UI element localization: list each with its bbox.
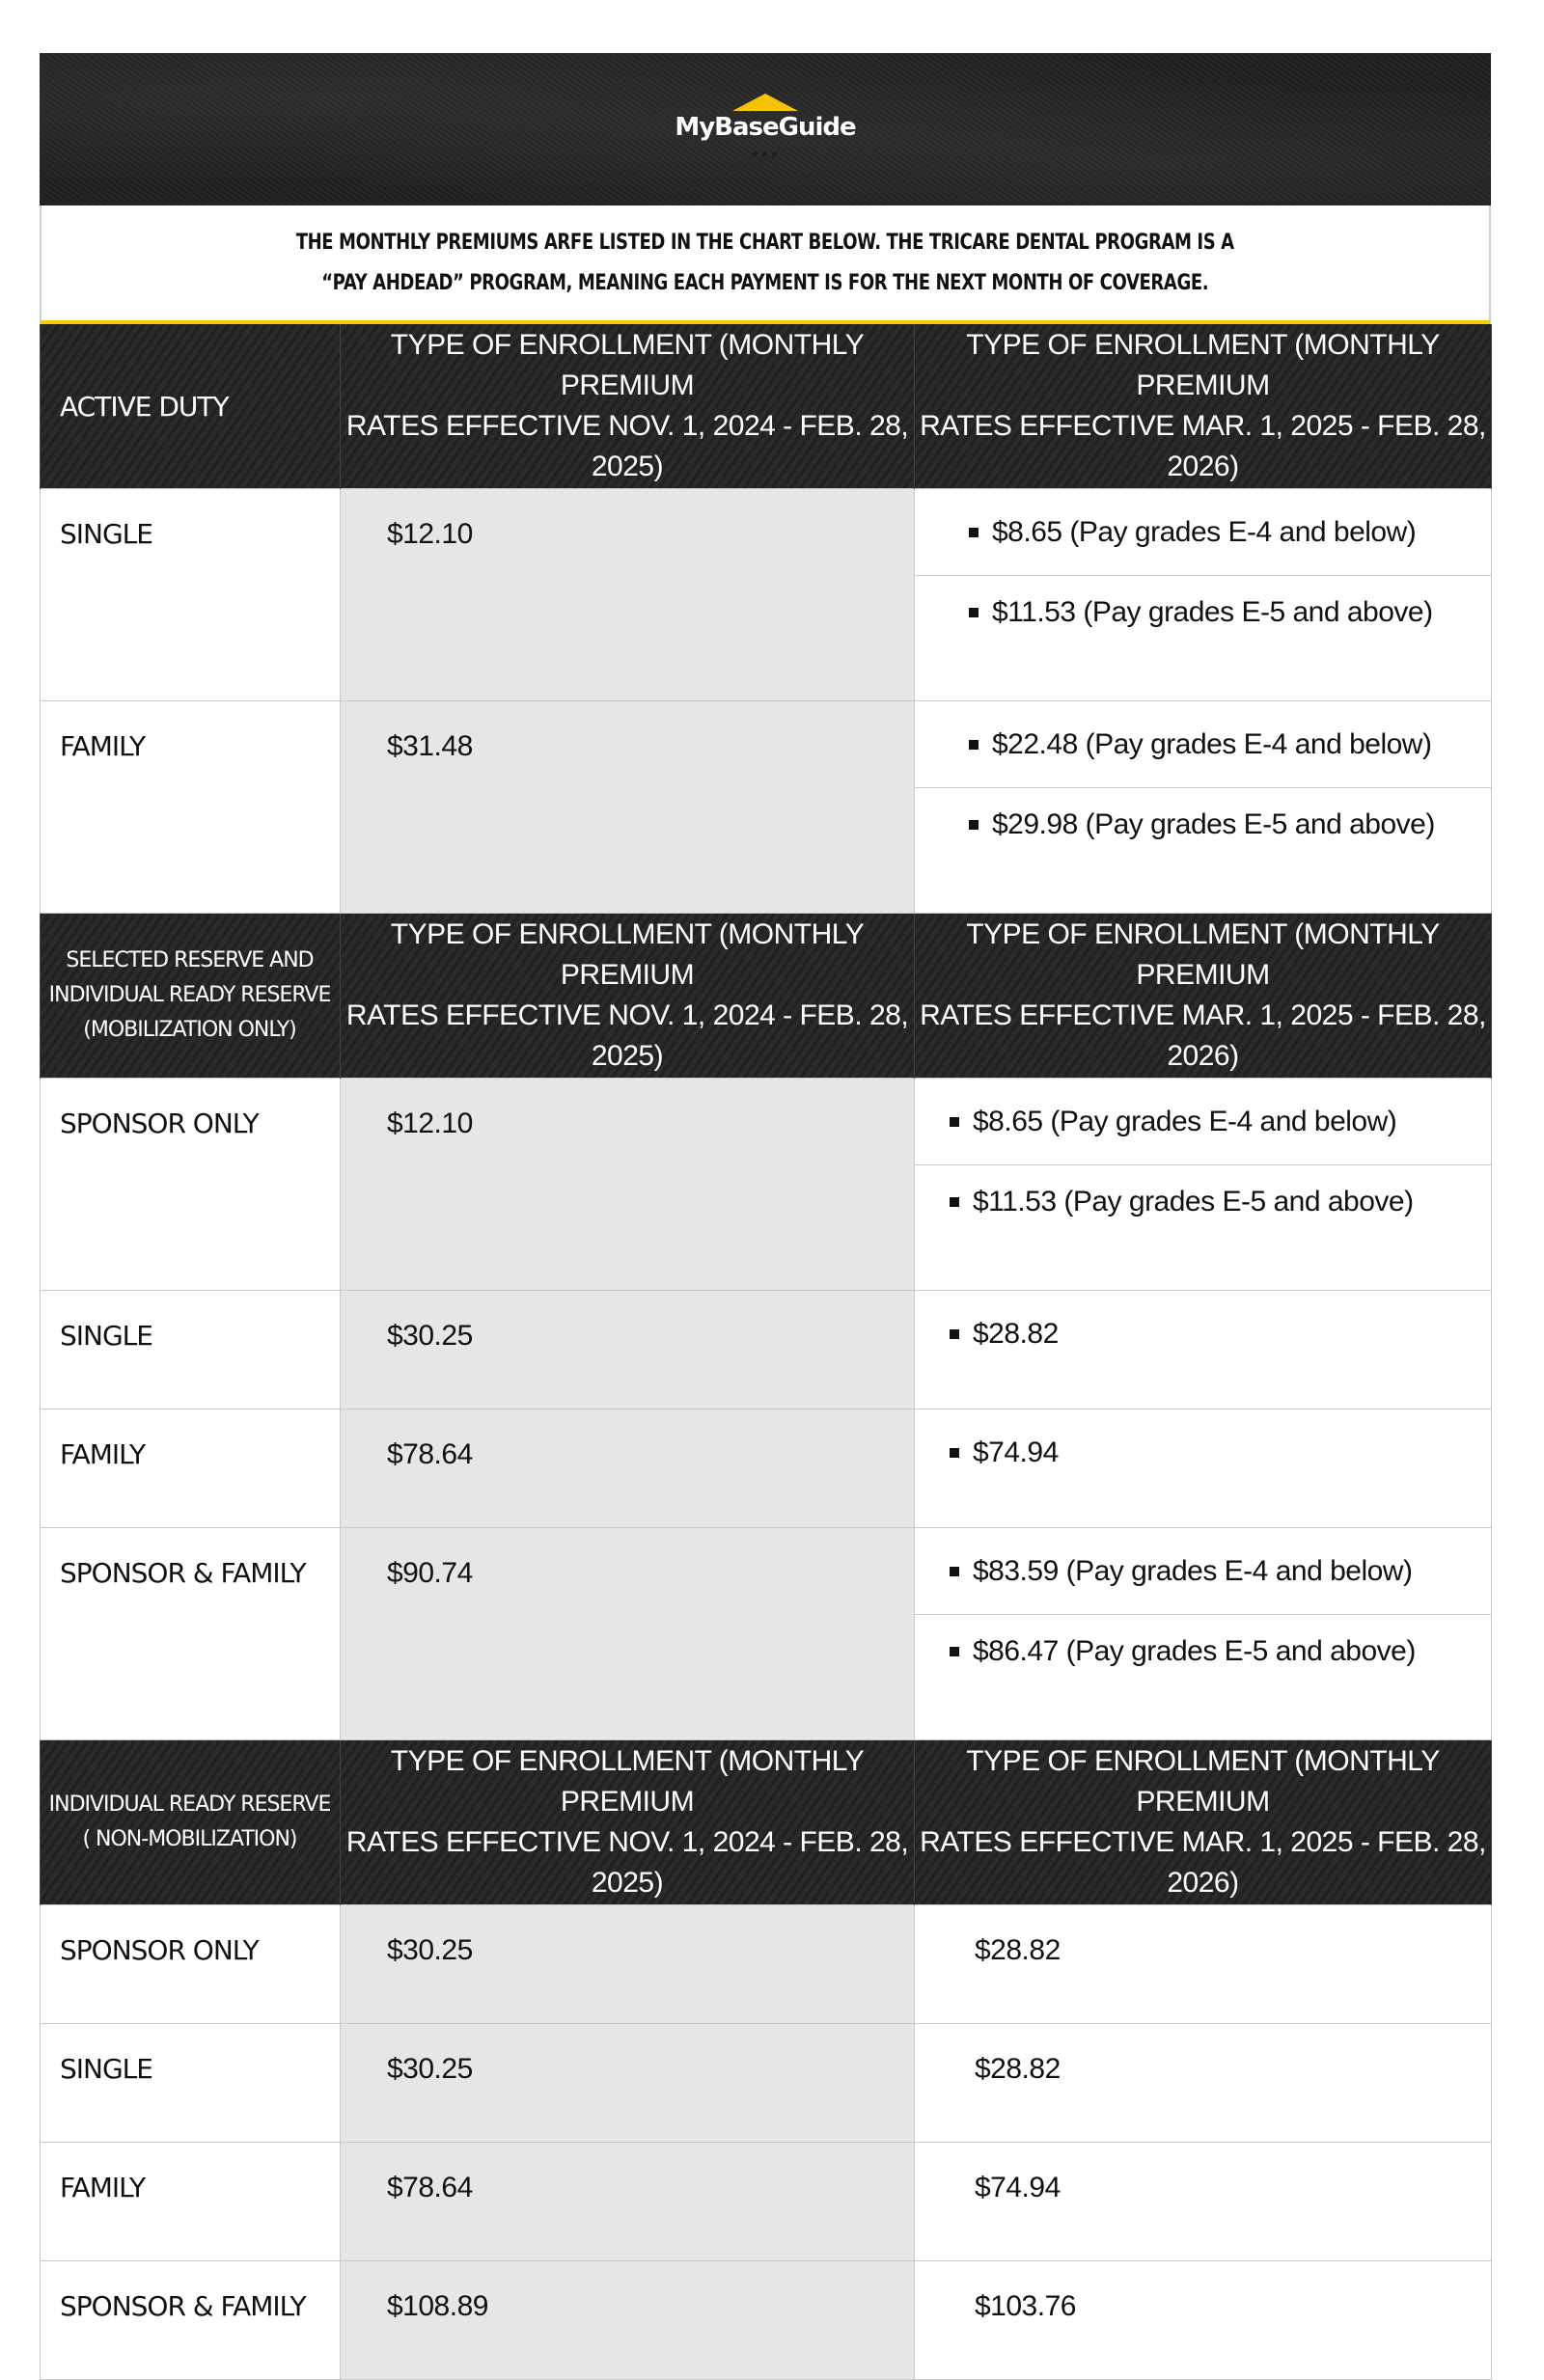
table-row xyxy=(41,2261,1492,2380)
column-header-line: TYPE OF ENROLLMENT (MONTHLY PREMIUM xyxy=(390,329,865,401)
table-row xyxy=(41,1905,1492,2024)
section-title xyxy=(41,324,341,489)
enrollment-type: FAMILY xyxy=(41,1409,341,1528)
section-title-line: ACTIVE DUTY xyxy=(60,390,229,423)
section-title-line: INDIVIDUAL READY RESERVE xyxy=(48,983,331,1007)
column-header-line: TYPE OF ENROLLMENT (MONTHLY PREMIUM xyxy=(966,329,1440,401)
old-rate: $30.25 xyxy=(341,2024,915,2143)
bullet-icon xyxy=(950,1117,959,1127)
new-rate xyxy=(915,1409,1492,1528)
new-rate: $28.82 xyxy=(915,1905,1492,2024)
enrollment-type: SINGLE xyxy=(41,489,341,701)
rate-option xyxy=(915,701,1491,788)
premium-chart xyxy=(40,53,1491,2380)
old-rate: $108.89 xyxy=(341,2261,915,2380)
column-header-line: RATES EFFECTIVE NOV. 1, 2024 - FEB. 28, 2025) xyxy=(345,410,909,482)
rate-option xyxy=(915,1079,1491,1165)
bullet-icon xyxy=(969,820,979,830)
column-header-line: RATES EFFECTIVE MAR. 1, 2025 - FEB. 28, 2026) xyxy=(920,410,1486,482)
old-rate: $30.25 xyxy=(341,1905,915,2024)
rate-text: $86.47 (Pay grades E-5 and above) xyxy=(973,1635,1416,1667)
section-header-active-duty xyxy=(41,324,1492,489)
rate-text: $83.59 (Pay grades E-4 and below) xyxy=(973,1554,1413,1587)
table-row xyxy=(41,1528,1492,1740)
bullet-icon xyxy=(969,608,979,617)
column-header-line: RATES EFFECTIVE MAR. 1, 2025 - FEB. 28, 2026) xyxy=(920,1826,1486,1899)
section-title-line: INDIVIDUAL READY RESERVE xyxy=(48,1792,331,1817)
old-rate: $90.74 xyxy=(341,1528,915,1740)
old-rate: $78.64 xyxy=(341,1409,915,1528)
new-rate xyxy=(915,701,1492,914)
old-rate: $12.10 xyxy=(341,489,915,701)
new-rate xyxy=(915,1528,1492,1740)
enrollment-type: SPONSOR ONLY xyxy=(41,1905,341,2024)
section-title-line: (MOBILIZATION ONLY) xyxy=(83,1018,296,1042)
rate-text: $11.53 (Pay grades E-5 and above) xyxy=(973,1186,1414,1217)
premium-table xyxy=(40,324,1492,2380)
column-header-new-rates xyxy=(915,1740,1492,1905)
column-header-new-rates xyxy=(915,914,1492,1079)
enrollment-type: SPONSOR & FAMILY xyxy=(41,1528,341,1740)
brand-logo xyxy=(640,94,891,160)
section-title-line: SELECTED RESERVE AND xyxy=(66,948,314,972)
intro-line-1: THE MONTHLY PREMIUMS ARFE LISTED IN THE CHART BELOW. THE TRICARE DENTAL PROGRAM IS A xyxy=(295,230,1235,255)
column-header-line: RATES EFFECTIVE NOV. 1, 2024 - FEB. 28, 2025) xyxy=(345,1826,909,1899)
rate-option xyxy=(915,788,1491,862)
rate-option xyxy=(915,489,1491,576)
intro-line-2: “PAY AHDEAD” PROGRAM, MEANING EACH PAYMENT IS FOR THE NEXT MONTH OF COVERAGE. xyxy=(321,270,1209,295)
table-row xyxy=(41,2143,1492,2261)
new-rate xyxy=(915,1291,1492,1409)
column-header-line: TYPE OF ENROLLMENT (MONTHLY PREMIUM xyxy=(966,918,1440,991)
column-header-line: RATES EFFECTIVE MAR. 1, 2025 - FEB. 28, 2026) xyxy=(920,999,1486,1072)
column-header-line: TYPE OF ENROLLMENT (MONTHLY PREMIUM xyxy=(390,1745,865,1818)
old-rate: $30.25 xyxy=(341,1291,915,1409)
rate-option xyxy=(915,1615,1491,1688)
new-rate xyxy=(915,1079,1492,1291)
bullet-icon xyxy=(950,1567,959,1576)
bullet-icon xyxy=(950,1197,959,1207)
table-row xyxy=(41,1079,1492,1291)
rate-option xyxy=(915,576,1491,649)
new-rate: $28.82 xyxy=(915,2024,1492,2143)
logo-text: MyBaseGuide xyxy=(675,113,856,142)
rate-text: $8.65 (Pay grades E-4 and below) xyxy=(992,515,1417,548)
enrollment-type: SINGLE xyxy=(41,1291,341,1409)
bullet-icon xyxy=(950,1329,959,1339)
column-header-old-rates xyxy=(341,914,915,1079)
enrollment-type: SPONSOR ONLY xyxy=(41,1079,341,1291)
header-banner xyxy=(40,53,1491,205)
table-row xyxy=(41,1291,1492,1409)
rate-text: $8.65 (Pay grades E-4 and below) xyxy=(973,1105,1397,1137)
column-header-old-rates xyxy=(341,324,915,489)
bullet-icon xyxy=(950,1647,959,1656)
enrollment-type: SINGLE xyxy=(41,2024,341,2143)
new-rate: $103.76 xyxy=(915,2261,1492,2380)
old-rate: $12.10 xyxy=(341,1079,915,1291)
table-row xyxy=(41,489,1492,701)
enrollment-type: FAMILY xyxy=(41,2143,341,2261)
rate-option xyxy=(915,1165,1491,1239)
column-header-line: RATES EFFECTIVE NOV. 1, 2024 - FEB. 28, 2025) xyxy=(345,999,909,1072)
rate-text: $11.53 (Pay grades E-5 and above) xyxy=(992,596,1433,628)
table-row xyxy=(41,701,1492,914)
rate-option xyxy=(915,1528,1491,1615)
rate-text: $29.98 (Pay grades E-5 and above) xyxy=(992,808,1435,840)
enrollment-type: SPONSOR & FAMILY xyxy=(41,2261,341,2380)
bullet-icon xyxy=(969,528,979,537)
intro-text xyxy=(40,205,1491,324)
bullet-icon xyxy=(969,740,979,750)
new-rate xyxy=(915,489,1492,701)
new-rate: $74.94 xyxy=(915,2143,1492,2261)
section-header-individual-ready-reserve xyxy=(41,1740,1492,1905)
table-row xyxy=(41,1409,1492,1528)
rate-option xyxy=(915,1409,1491,1496)
old-rate: $31.48 xyxy=(341,701,915,914)
column-header-new-rates xyxy=(915,324,1492,489)
logo-stars: ★★★ xyxy=(751,150,780,160)
section-title xyxy=(41,1740,341,1905)
rate-option xyxy=(915,1291,1491,1378)
bullet-icon xyxy=(950,1448,959,1458)
section-title-line: ( NON-MOBILIZATION) xyxy=(82,1827,297,1851)
table-row xyxy=(41,2024,1492,2143)
rate-text: $22.48 (Pay grades E-4 and below) xyxy=(992,727,1432,760)
column-header-line: TYPE OF ENROLLMENT (MONTHLY PREMIUM xyxy=(390,918,865,991)
section-header-selected-reserve xyxy=(41,914,1492,1079)
column-header-old-rates xyxy=(341,1740,915,1905)
old-rate: $78.64 xyxy=(341,2143,915,2261)
column-header-line: TYPE OF ENROLLMENT (MONTHLY PREMIUM xyxy=(966,1745,1440,1818)
house-roof-icon xyxy=(732,94,798,111)
section-title xyxy=(41,914,341,1079)
rate-text: $74.94 xyxy=(973,1436,1059,1468)
rate-text: $28.82 xyxy=(973,1318,1059,1350)
enrollment-type: FAMILY xyxy=(41,701,341,914)
